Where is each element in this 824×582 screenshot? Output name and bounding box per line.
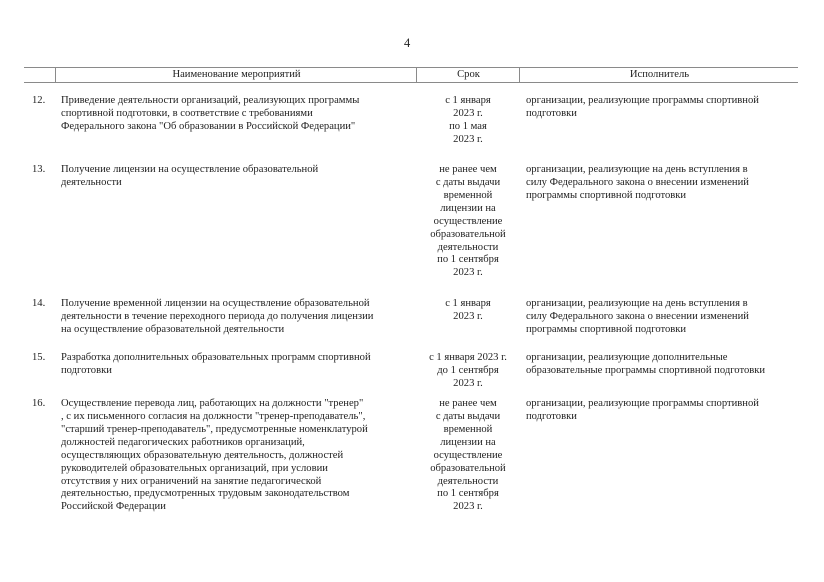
row-term: с 1 января 2023 г. по 1 мая 2023 г. [445,95,491,145]
row-term: не ранее чем с даты выдачи временной лицензии на осуществление образовательной деятельности по 1 сентября 2023 г. [430,398,506,513]
row-name: Разработка дополнительных образовательных программ спортивной подготовки [61,352,371,376]
table-header [24,67,798,83]
header-term: Срок [416,68,520,82]
header-name: Наименование мероприятий [55,68,417,82]
row-name: Осуществление перевода лиц, работающих на должности "тренер" , с их письменного согласия на должности "тренер-преподаватель", "старший тренер-преподаватель", предусмотренные номенклатурой должностей педагогических работников организаций, осуществляющих образовательную деятельность, должностей руководителей образовательных организаций, при условии отсутствия у них ограничений на занятие педагогической деятельностью, предусмотренных трудовым законодательством Российской Федерации [61,398,368,513]
row-executor: организации, реализующие на день вступления в силу Федерального закона о внесении изменений программы спортивной подготовки [526,298,749,335]
row-number: 16. [32,398,46,409]
row-executor: организации, реализующие на день вступления в силу Федерального закона о внесении изменений программы спортивной подготовки [526,164,749,201]
header-executor: Исполнитель [519,68,799,82]
row-term: не ранее чем с даты выдачи временной лицензии на осуществление образовательной деятельности по 1 сентября 2023 г. [430,164,506,279]
row-term: с 1 января 2023 г. до 1 сентября 2023 г. [429,352,507,389]
row-name: Получение лицензии на осуществление образовательной деятельности [61,164,319,188]
row-executor: организации, реализующие программы спортивной подготовки [526,398,759,422]
row-number: 13. [32,164,46,175]
row-number: 12. [32,95,46,106]
row-executor: организации, реализующие дополнительные образовательные программы спортивной подготовки [526,352,766,376]
row-term: с 1 января 2023 г. [445,298,491,322]
row-name: Приведение деятельности организаций, реализующих программы спортивной подготовки, в соответствие с требованиями Федерального закона "Об образовании в Российской Федерации" [61,95,360,132]
row-executor: организации, реализующие программы спортивной подготовки [526,95,759,119]
row-name: Получение временной лицензии на осуществление образовательной деятельности в течение переходного периода до получения лицензии на осуществление образовательной деятельности [61,298,374,335]
header-number [24,68,55,82]
row-number: 15. [32,352,46,363]
row-number: 14. [32,298,46,309]
